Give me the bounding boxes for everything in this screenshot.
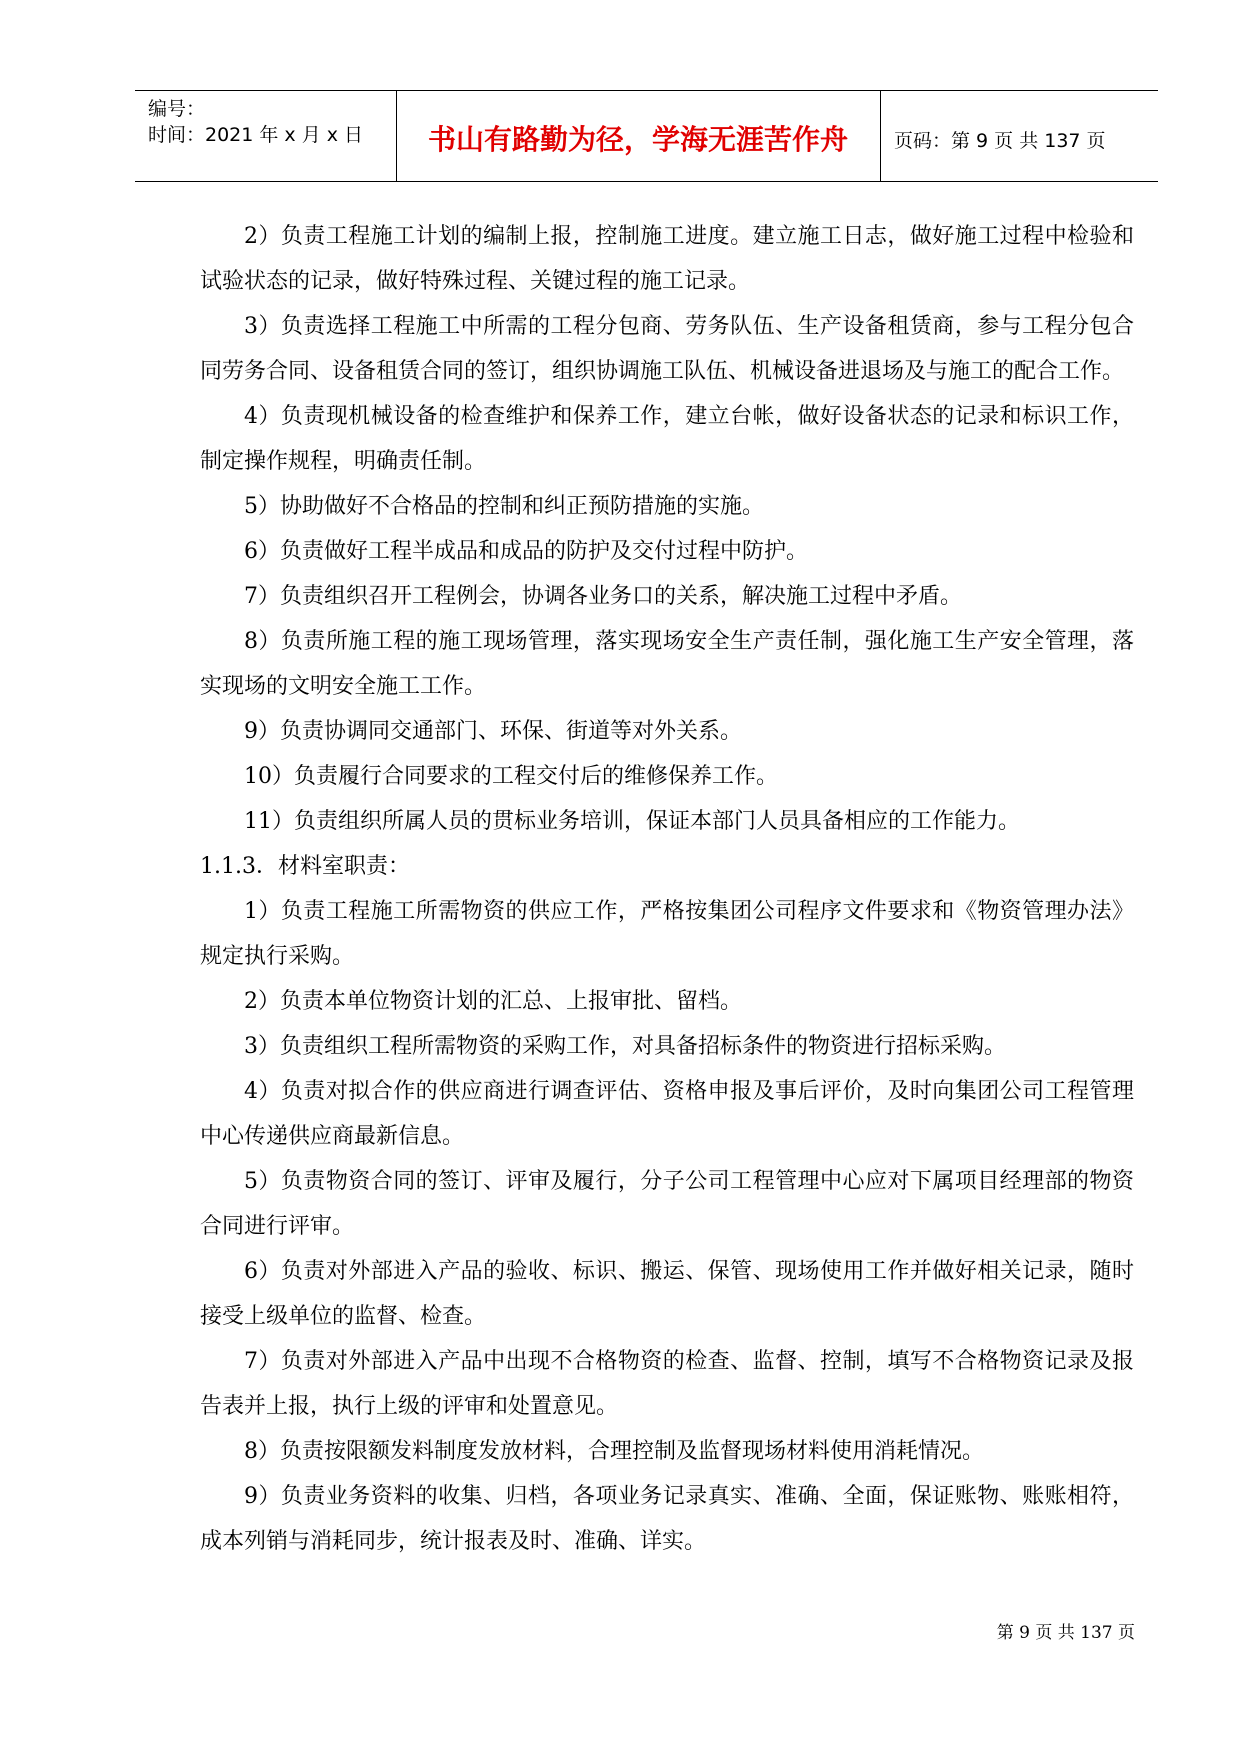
paragraph: 10）负责履行合同要求的工程交付后的维修保养工作。 (244, 764, 778, 789)
paragraph: 8）负责所施工程的施工现场管理，落实现场安全生产责任制，强化施工生产安全管理，落实现场的文明安全施工工作。 (200, 629, 1134, 699)
paragraph: 9）负责协调同交通部门、环保、街道等对外关系。 (244, 719, 742, 744)
paragraph: 2）负责本单位物资计划的汇总、上报审批、留档。 (244, 989, 742, 1014)
header-divider-right (880, 90, 881, 181)
paragraph: 8）负责按限额发料制度发放材料，合理控制及监督现场材料使用消耗情况。 (244, 1439, 984, 1464)
header-bottom-border (135, 181, 1158, 182)
header-number-label: 编号： (148, 98, 206, 120)
paragraph: 1）负责工程施工所需物资的供应工作，严格按集团公司程序文件要求和《物资管理办法》规定执行采购。 (200, 899, 1134, 969)
header-motto: 书山有路勤为径，学海无涯苦作舟 (427, 123, 848, 156)
header-time-label: 时间：2021 年 x 月 x 日 (148, 124, 364, 146)
paragraph: 2）负责工程施工计划的编制上报，控制施工进度。建立施工日志，做好施工过程中检验和试验状态的记录，做好特殊过程、关键过程的施工记录。 (200, 224, 1134, 294)
paragraph: 11）负责组织所属人员的贯标业务培训，保证本部门人员具备相应的工作能力。 (244, 809, 1020, 834)
header-top-border (135, 90, 1158, 91)
paragraph: 3）负责组织工程所需物资的采购工作，对具备招标条件的物资进行招标采购。 (244, 1034, 1006, 1059)
paragraph: 4）负责对拟合作的供应商进行调查评估、资格申报及事后评价，及时向集团公司工程管理中心传递供应商最新信息。 (200, 1079, 1134, 1149)
paragraph: 4）负责现机械设备的检查维护和保养工作，建立台帐，做好设备状态的记录和标识工作，制定操作规程，明确责任制。 (200, 404, 1134, 474)
paragraph: 6）负责做好工程半成品和成品的防护及交付过程中防护。 (244, 539, 808, 564)
paragraph: 5）负责物资合同的签订、评审及履行，分子公司工程管理中心应对下属项目经理部的物资合同进行评审。 (200, 1169, 1134, 1239)
paragraph: 7）负责组织召开工程例会，协调各业务口的关系，解决施工过程中矛盾。 (244, 584, 962, 609)
paragraph: 9）负责业务资料的收集、归档，各项业务记录真实、准确、全面，保证账物、账账相符，成本列销与消耗同步，统计报表及时、准确、详实。 (200, 1484, 1134, 1554)
footer-page-number: 第 9 页 共 137 页 (996, 1623, 1135, 1643)
header-page-label: 页码：第 9 页 共 137 页 (894, 130, 1106, 152)
section-heading: 1.1.3．材料室职责： (200, 854, 410, 879)
paragraph: 5）协助做好不合格品的控制和纠正预防措施的实施。 (244, 494, 764, 519)
document-body (200, 214, 1134, 1564)
paragraph: 7）负责对外部进入产品中出现不合格物资的检查、监督、控制，填写不合格物资记录及报告表并上报，执行上级的评审和处置意见。 (200, 1349, 1134, 1419)
paragraph: 3）负责选择工程施工中所需的工程分包商、劳务队伍、生产设备租赁商，参与工程分包合同劳务合同、设备租赁合同的签订，组织协调施工队伍、机械设备进退场及与施工的配合工作。 (200, 314, 1134, 384)
paragraph: 6）负责对外部进入产品的验收、标识、搬运、保管、现场使用工作并做好相关记录，随时接受上级单位的监督、检查。 (200, 1259, 1134, 1329)
